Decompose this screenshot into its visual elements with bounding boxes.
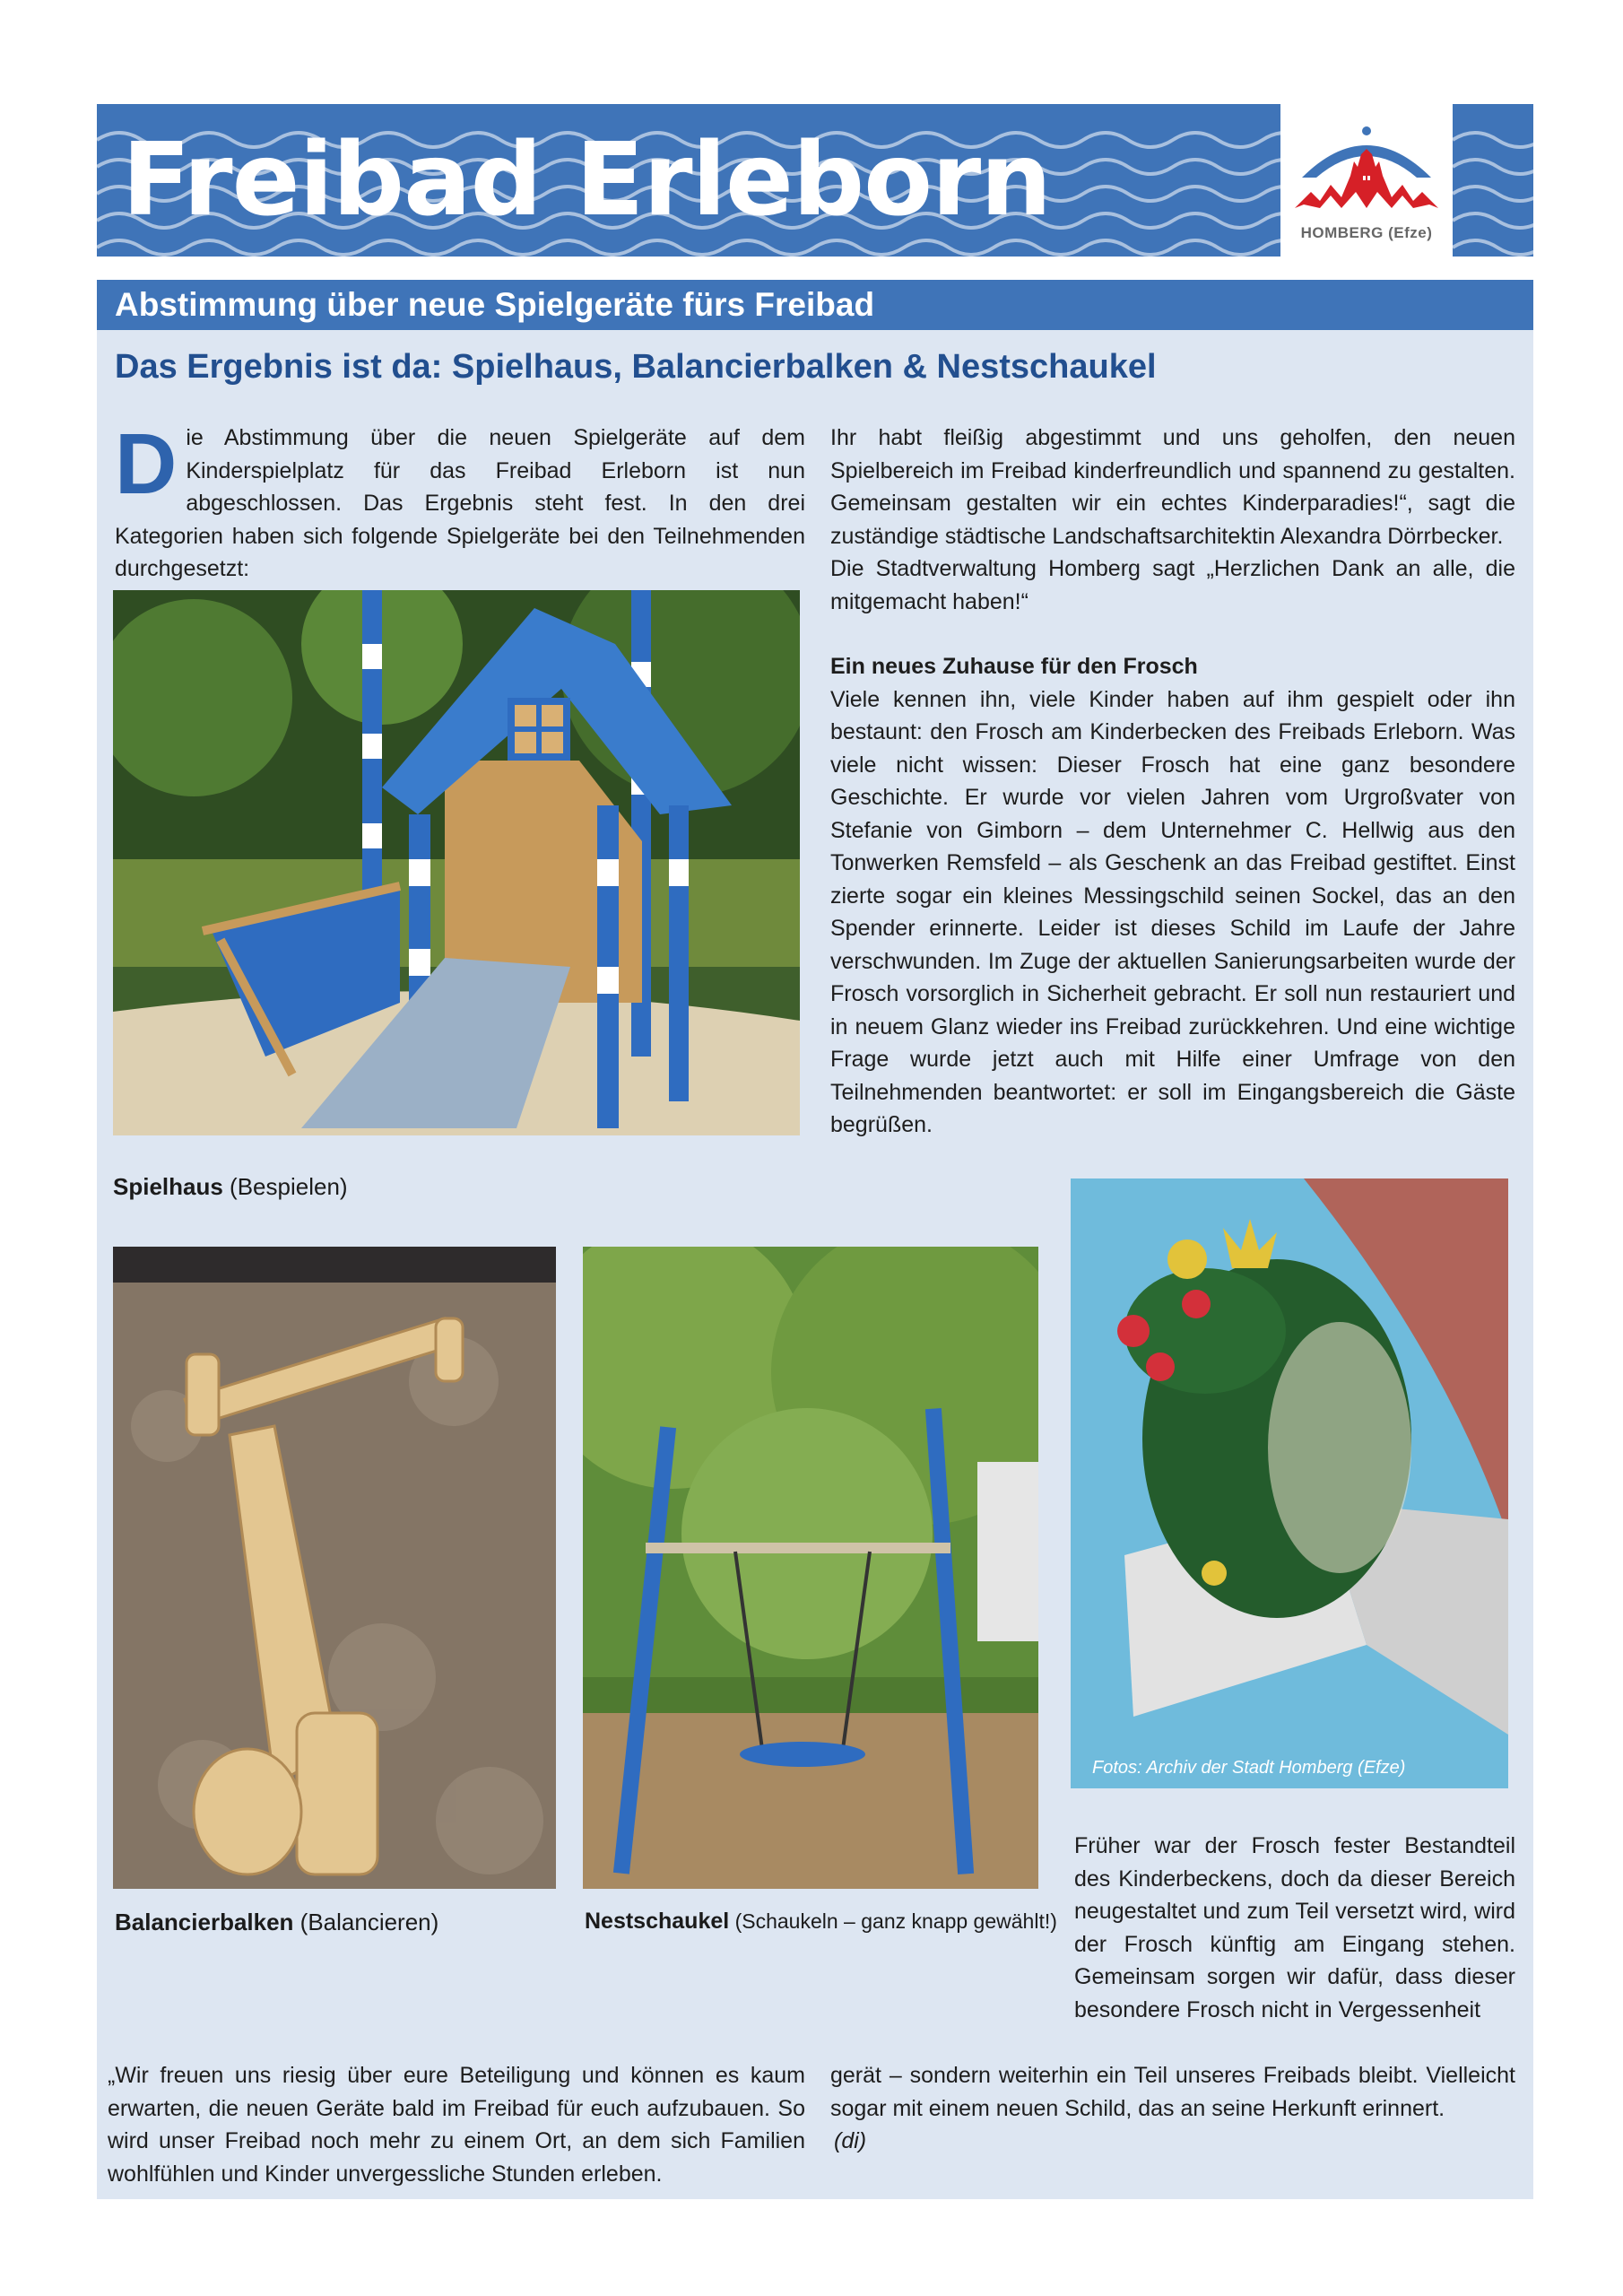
- banner-wave-end: [1453, 104, 1533, 257]
- banner-wave-area: [97, 104, 1280, 257]
- closing-paragraph: [830, 2059, 1515, 2158]
- right-column: [830, 422, 1515, 1142]
- photo-frosch: [1071, 1178, 1508, 1788]
- header-banner: [97, 104, 1533, 257]
- section-title: Abstimmung über neue Spielgeräte fürs Freibad: [97, 280, 1533, 330]
- wave-pattern-end: [1453, 104, 1533, 257]
- photo-credit: Fotos: Archiv der Stadt Homberg (Efze): [1092, 1758, 1406, 1778]
- photo-nestschaukel: [583, 1247, 1038, 1889]
- intro-paragraph: [115, 416, 805, 581]
- frog-paragraph: Viele kennen ihn, viele Kinder haben auf ihm gespielt oder ihn bestaunt: den Frosch am Kinderbecken des Freibads Erleborn. Was viele nicht wissen: Dieser Frosch hat eine ganz besondere Geschichte. Er wurde vor vielen Jahren vom Urgroßvater von Stefanie von Gimborn – dem Unternehmer C. Hellwig aus den Tonwerken Remsfeld – als Geschenk an das Freibad gestiftet. Einst zierte sogar ein kleines Messingschild seinen Sockel, das an den Spender erinnerte. Leider ist dieses Schild im Laufe der Jahre verschwunden. Im Zuge der aktuellen Sanierungsarbeiten wurde der Frosch vorsorglich in Sicherheit gebracht. Er soll nun restauriert und in neuem Glanz wieder ins Freibad zurückkehren. Und eine wichtige Frage wurde jetzt auch mit Hilfe einer Umfrage von den Teilnehmenden beantwortet: er soll im Eingangsbereich die Gäste begrüßen.: [830, 686, 1515, 1137]
- photo-balancierbalken: [113, 1247, 556, 1889]
- frog-subheading: Ein neues Zuhause für den Frosch: [830, 654, 1198, 679]
- quote-end-paragraph: Ihr habt fleißig abgestimmt und uns geholfen, den neuen Spielbereich im Freibad kinderfreundlich und spannend zu gestalten. Gemeinsam gestalten wir ein echtes Kinderparadies!“, sagt die zuständige städtische Landschaftsarchitektin Alexandra Dörrbecker.: [830, 425, 1515, 549]
- photo-spielhaus: [113, 590, 800, 1135]
- intro-text: ie Abstimmung über die neuen Spielgeräte auf dem Kinderspielplatz für das Freibad Erleborn ist nun abgeschlossen. Das Ergebnis steht fest. In den drei Kategorien haben sich folgende Spielgeräte bei den Teilnehmenden durchgesetzt:: [115, 425, 805, 581]
- caption-balancierbalken: Balancierbalken (Balancieren): [115, 1909, 439, 1935]
- caption-spielhaus: Spielhaus (Bespielen): [113, 1173, 348, 1200]
- page-title: Freibad Erleborn: [122, 122, 1052, 239]
- city-logo: [1284, 104, 1449, 257]
- dropcap: D: [115, 416, 178, 512]
- author-sign: (di): [834, 2128, 867, 2153]
- quote-paragraph: „Wir freuen uns riesig über eure Beteiligung und können es kaum erwarten, die neuen Geräte bald im Freibad für euch aufzubauen. So wird unser Freibad noch mehr zu einem Ort, an dem sich Familien wohlfühlen und Kinder unvergessliche Stunden erleben.: [108, 2063, 805, 2187]
- thanks-paragraph: Die Stadtverwaltung Homberg sagt „Herzlichen Dank an alle, die mitgemacht haben!“: [830, 556, 1515, 614]
- logo-text: HOMBERG (Efze): [1300, 224, 1433, 241]
- frog-continuation: Früher war der Frosch fester Bestandteil des Kinderbeckens, doch da dieser Bereich neugestaltet und zum Teil versetzt wird, wird der Frosch künftig am Eingang stehen. Gemeinsam sorgen wir dafür, dass dieser besondere Frosch nicht in Vergessenheit: [1074, 1833, 1515, 2022]
- article-headline: Das Ergebnis ist da: Spielhaus, Balancierbalken & Nestschaukel: [115, 348, 1157, 386]
- article-panel: [97, 280, 1533, 2199]
- caption-nestschaukel: Nestschaukel (Schaukeln – ganz knapp gewählt!): [585, 1909, 1057, 1934]
- closing-text: gerät – sondern weiterhin ein Teil unseres Freibads bleibt. Vielleicht sogar mit einem neuen Schild, das an seine Herkunft erinnert.: [830, 2063, 1515, 2121]
- homberg-castle-logo-icon: [1295, 122, 1438, 221]
